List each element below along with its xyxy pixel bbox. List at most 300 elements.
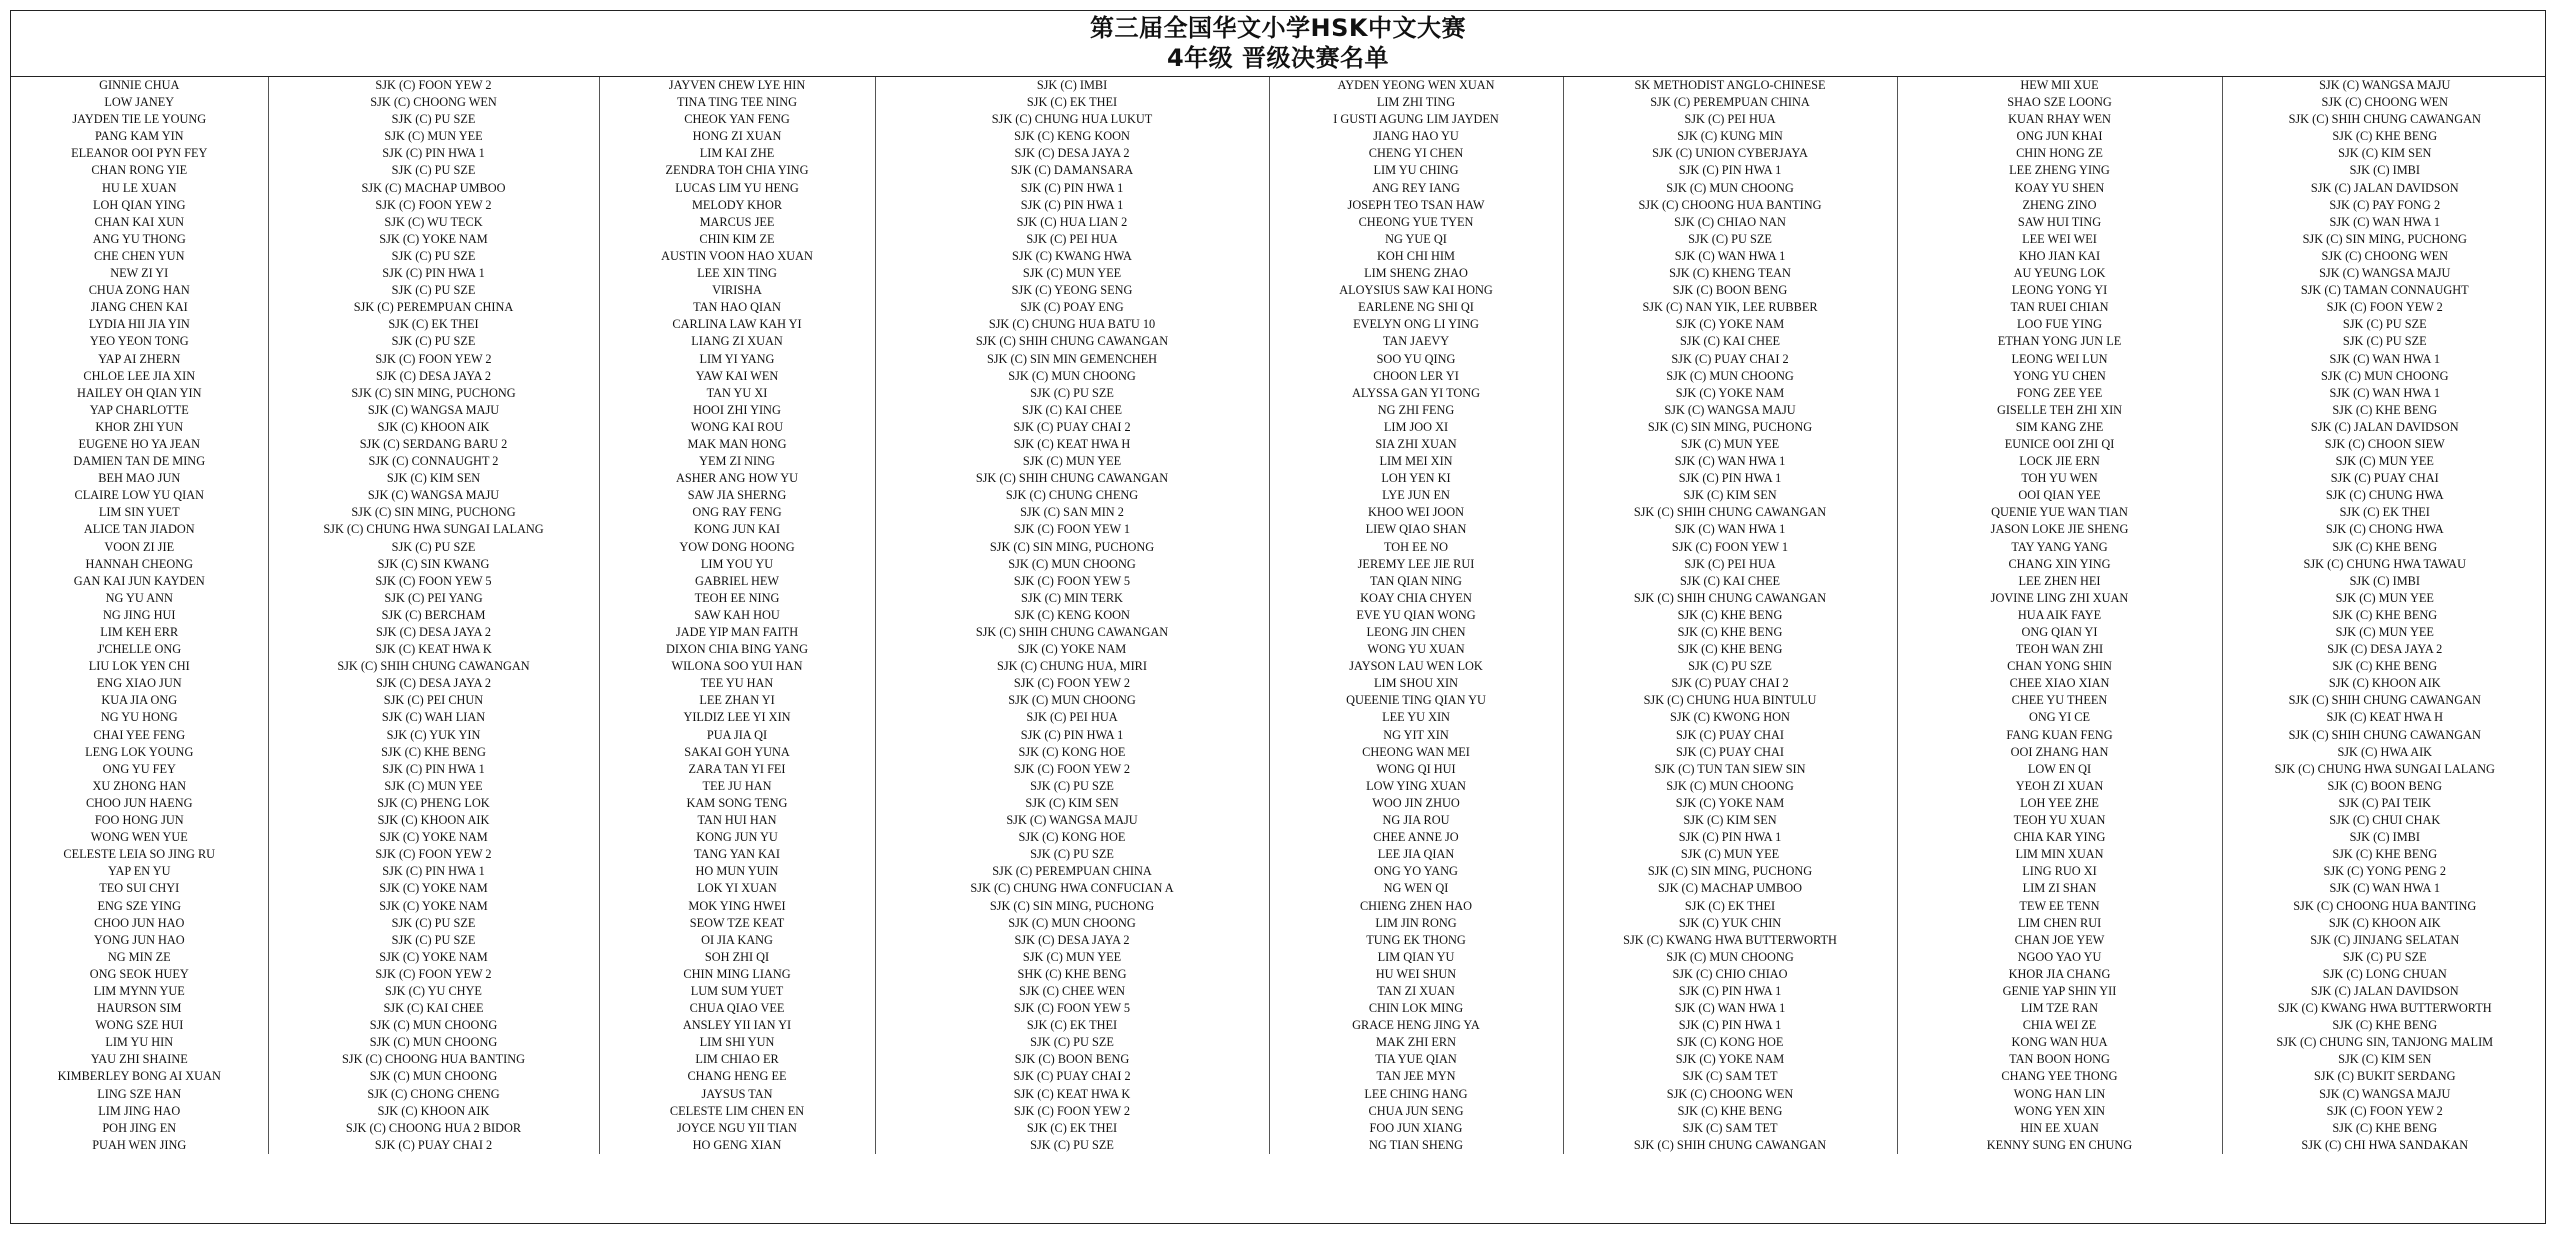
- student-name-cell: CHUA QIAO VEE: [599, 1000, 875, 1017]
- student-name-cell: HAILEY OH QIAN YIN: [11, 385, 268, 402]
- student-name-cell: LEONG YONG YI: [1897, 282, 2222, 299]
- student-name-cell: CHANG XIN YING: [1897, 556, 2222, 573]
- student-name-cell: CARLINA LAW KAH YI: [599, 316, 875, 333]
- student-name-cell: KAM SONG TENG: [599, 795, 875, 812]
- student-name-cell: NG TIAN SHENG: [1269, 1137, 1563, 1154]
- table-row: [11, 539, 2547, 556]
- student-name-cell: LING SZE HAN: [11, 1086, 268, 1103]
- school-name-cell: SJK (C) SHIH CHUNG CAWANGAN: [2288, 693, 2481, 708]
- school-name-cell: SJK (C) WANGSA MAJU: [2319, 1086, 2451, 1101]
- student-name-cell: HUA AIK FAYE: [1897, 607, 2222, 624]
- student-name-cell: TAY YANG YANG: [1897, 539, 2222, 556]
- student-name-cell: KENNY SUNG EN CHUNG: [1897, 1137, 2222, 1154]
- student-name-cell: ALOYSIUS SAW KAI HONG: [1269, 282, 1563, 299]
- table-row: [11, 761, 2547, 778]
- school-name-cell: SJK (C) PEREMPUAN CHINA: [875, 863, 1269, 880]
- table-row: [11, 556, 2547, 573]
- student-name-cell: LIM YOU YU: [599, 556, 875, 573]
- student-name-cell: LEE WEI WEI: [1897, 231, 2222, 248]
- student-name-cell: TEE YU HAN: [599, 675, 875, 692]
- student-name-cell: YONG JUN HAO: [11, 932, 268, 949]
- student-name-cell: LYDIA HII JIA YIN: [11, 316, 268, 333]
- table-row: [11, 521, 2547, 538]
- table-row: [11, 368, 2547, 385]
- student-name-cell: JIANG HAO YU: [1269, 128, 1563, 145]
- school-name-cell: SJK (C) MUN CHOONG: [1563, 180, 1897, 197]
- school-name-cell: SJK (C) TAMAN CONNAUGHT: [2300, 283, 2469, 298]
- student-name-cell: TAN JEE MYN: [1269, 1068, 1563, 1085]
- table-row: [11, 316, 2547, 333]
- student-name-cell: LIM SHI YUN: [599, 1034, 875, 1051]
- student-name-cell: TOH YU WEN: [1897, 470, 2222, 487]
- student-name-cell: CHAI YEE FENG: [11, 727, 268, 744]
- school-name-cell: SJK (C) MUN YEE: [1563, 436, 1897, 453]
- school-name-cell: SJK (C) CHOONG HUA BANTING: [1563, 197, 1897, 214]
- school-name-cell: SJK (C) PU SZE: [268, 333, 599, 350]
- student-name-cell: JOSEPH TEO TSAN HAW: [1269, 197, 1563, 214]
- school-name-cell: SJK (C) KHE BENG: [2332, 659, 2438, 674]
- student-name-cell: ONG YI CE: [1897, 709, 2222, 726]
- table-row: [11, 812, 2547, 829]
- school-name-cell: SJK (C) PIN HWA 1: [1563, 470, 1897, 487]
- school-name-cell: SJK (C) YUK YIN: [268, 727, 599, 744]
- school-name-cell: SJK (C) CHUNG CHENG: [875, 487, 1269, 504]
- student-name-cell: MELODY KHOR: [599, 197, 875, 214]
- student-name-cell: EVE YU QIAN WONG: [1269, 607, 1563, 624]
- school-name-cell: SJK (C) FOON YEW 2: [875, 1103, 1269, 1120]
- school-name-cell: SJK (C) CHUNG HUA LUKUT: [875, 111, 1269, 128]
- school-name-cell: SJK (C) KHE BENG: [1563, 1103, 1897, 1120]
- school-name-cell: SJK (C) PEI HUA: [1563, 111, 1897, 128]
- school-name-cell: SJK (C) PU SZE: [268, 932, 599, 949]
- student-name-cell: YEOH ZI XUAN: [1897, 778, 2222, 795]
- school-name-cell: SJK (C) PU SZE: [2342, 317, 2427, 332]
- school-name-cell: SJK (C) WAN HWA 1: [1563, 453, 1897, 470]
- school-name-cell: SJK (C) FOON YEW 2: [875, 761, 1269, 778]
- school-name-cell: SJK (C) KENG KOON: [875, 607, 1269, 624]
- school-name-cell: SJK (C) KHE BENG: [2332, 847, 2438, 862]
- student-name-cell: SOH ZHI QI: [599, 949, 875, 966]
- table-row: [11, 197, 2547, 214]
- student-name-cell: TEO SUI CHYI: [11, 880, 268, 897]
- school-name-cell: SJK (C) SIN MIN GEMENCHEH: [875, 351, 1269, 368]
- table-row: [11, 111, 2547, 128]
- school-name-cell: SJK (C) PIN HWA 1: [1563, 829, 1897, 846]
- school-name-cell: SJK (C) PU SZE: [1563, 658, 1897, 675]
- school-name-cell: SJK (C) PIN HWA 1: [1563, 983, 1897, 1000]
- student-name-cell: SIM KANG ZHE: [1897, 419, 2222, 436]
- table-row: [11, 624, 2547, 641]
- student-name-cell: YONG YU CHEN: [1897, 368, 2222, 385]
- school-name-cell: SJK (C) UNION CYBERJAYA: [1563, 145, 1897, 162]
- student-name-cell: WONG SZE HUI: [11, 1017, 268, 1034]
- school-name-cell: SJK (C) PIN HWA 1: [875, 180, 1269, 197]
- school-name-cell: SJK (C) MUN YEE: [2335, 590, 2434, 605]
- table-row: [11, 966, 2547, 983]
- school-name-cell: SJK (C) PU SZE: [268, 111, 599, 128]
- table-row: [11, 590, 2547, 607]
- school-name-cell: SJK (C) MUN YEE: [268, 128, 599, 145]
- student-name-cell: LIM MIN XUAN: [1897, 846, 2222, 863]
- school-name-cell: SJK (C) WANGSA MAJU: [2319, 266, 2451, 281]
- student-name-cell: CHAN JOE YEW: [1897, 932, 2222, 949]
- student-name-cell: LIM CHEN RUI: [1897, 915, 2222, 932]
- student-name-cell: HO MUN YUIN: [599, 863, 875, 880]
- table-row: [11, 1137, 2547, 1154]
- school-name-cell: SJK (C) MUN YEE: [2335, 454, 2434, 469]
- page-title: 第三届全国华文小学HSK中文大赛: [1090, 14, 1466, 42]
- school-name-cell: SJK (C) PU SZE: [875, 385, 1269, 402]
- student-name-cell: QUENIE YUE WAN TIAN: [1897, 504, 2222, 521]
- table-row: [11, 453, 2547, 470]
- student-name-cell: JASON LOKE JIE SHENG: [1897, 521, 2222, 538]
- student-name-cell: CHEE XIAO XIAN: [1897, 675, 2222, 692]
- student-name-cell: KUA JIA ONG: [11, 692, 268, 709]
- school-name-cell: SJK (C) MUN CHOONG: [875, 692, 1269, 709]
- school-name-cell: SJK (C) EK THEI: [875, 1017, 1269, 1034]
- school-name-cell: SJK (C) WANGSA MAJU: [1563, 402, 1897, 419]
- student-name-cell: JIANG CHEN KAI: [11, 299, 268, 316]
- student-name-cell: POH JING EN: [11, 1120, 268, 1137]
- school-name-cell: SJK (C) YONG PENG 2: [2323, 864, 2447, 879]
- student-name-cell: SAW JIA SHERNG: [599, 487, 875, 504]
- school-name-cell: SJK (C) KHOON AIK: [268, 812, 599, 829]
- school-name-cell: SJK (C) PIN HWA 1: [268, 145, 599, 162]
- student-name-cell: SHAO SZE LOONG: [1897, 94, 2222, 111]
- school-name-cell: SJK (C) CHI HWA SANDAKAN: [2301, 1137, 2469, 1152]
- school-name-cell: SJK (C) CHUNG HWA CONFUCIAN A: [875, 880, 1269, 897]
- student-name-cell: KHOO WEI JOON: [1269, 504, 1563, 521]
- school-name-cell: SJK (C) KIM SEN: [1563, 812, 1897, 829]
- student-name-cell: ETHAN YONG JUN LE: [1897, 333, 2222, 350]
- student-name-cell: CHEE ANNE JO: [1269, 829, 1563, 846]
- student-name-cell: AU YEUNG LOK: [1897, 265, 2222, 282]
- school-name-cell: SJK (C) SAM TET: [1563, 1120, 1897, 1137]
- school-name-cell: SJK (C) WAN HWA 1: [1563, 1000, 1897, 1017]
- student-name-cell: LUCAS LIM YU HENG: [599, 180, 875, 197]
- student-name-cell: TAN BOON HONG: [1897, 1051, 2222, 1068]
- table-row: [11, 1086, 2547, 1103]
- student-name-cell: NG YU ANN: [11, 590, 268, 607]
- student-name-cell: SIA ZHI XUAN: [1269, 436, 1563, 453]
- school-name-cell: SJK (C) KEAT HWA K: [875, 1086, 1269, 1103]
- school-name-cell: SJK (C) YOKE NAM: [1563, 316, 1897, 333]
- student-name-cell: TAN HUI HAN: [599, 812, 875, 829]
- school-name-cell: SJK (C) PIN HWA 1: [268, 863, 599, 880]
- school-name-cell: SJK (C) CHOONG HUA 2 BIDOR: [268, 1120, 599, 1137]
- table-row: [11, 898, 2547, 915]
- student-name-cell: MOK YING HWEI: [599, 898, 875, 915]
- school-name-cell: SJK (C) PUAY CHAI: [1563, 744, 1897, 761]
- school-name-cell: SJK (C) PIN HWA 1: [875, 727, 1269, 744]
- school-name-cell: SJK (C) SERDANG BARU 2: [268, 436, 599, 453]
- school-name-cell: SJK (C) SHIH CHUNG CAWANGAN: [1563, 1137, 1897, 1154]
- school-name-cell: SJK (C) PUAY CHAI 2: [1563, 351, 1897, 368]
- school-name-cell: SJK (C) JALAN DAVIDSON: [2310, 983, 2459, 998]
- school-name-cell: SJK (C) SHIH CHUNG CAWANGAN: [875, 470, 1269, 487]
- student-name-cell: YAU ZHI SHAINE: [11, 1051, 268, 1068]
- school-name-cell: SJK (C) WANGSA MAJU: [875, 812, 1269, 829]
- student-name-cell: EARLENE NG SHI QI: [1269, 299, 1563, 316]
- school-name-cell: SJK (C) KHE BENG: [1563, 624, 1897, 641]
- student-name-cell: ENG XIAO JUN: [11, 675, 268, 692]
- school-name-cell: SJK (C) CHIAO NAN: [1563, 214, 1897, 231]
- school-name-cell: SJK (C) CHONG CHENG: [268, 1086, 599, 1103]
- student-name-cell: LOK YI XUAN: [599, 880, 875, 897]
- student-name-cell: YILDIZ LEE YI XIN: [599, 709, 875, 726]
- table-row: [11, 77, 2547, 94]
- student-name-cell: CHIA WEI ZE: [1897, 1017, 2222, 1034]
- school-name-cell: SJK (C) SIN MING, PUCHONG: [875, 898, 1269, 915]
- table-row: [11, 470, 2547, 487]
- student-name-cell: LIM ZI SHAN: [1897, 880, 2222, 897]
- school-name-cell: SJK (C) YOKE NAM: [1563, 1051, 1897, 1068]
- school-name-cell: SJK (C) KHOON AIK: [2328, 676, 2441, 691]
- school-name-cell: SJK (C) MUN YEE: [875, 453, 1269, 470]
- school-name-cell: SJK (C) WAN HWA 1: [2329, 214, 2440, 229]
- student-name-cell: MAK MAN HONG: [599, 436, 875, 453]
- student-name-cell: HU LE XUAN: [11, 180, 268, 197]
- student-name-cell: LIM QIAN YU: [1269, 949, 1563, 966]
- student-name-cell: SOO YU QING: [1269, 351, 1563, 368]
- school-name-cell: SJK (C) WAN HWA 1: [1563, 248, 1897, 265]
- table-row: [11, 1120, 2547, 1137]
- school-name-cell: SJK (C) MACHAP UMBOO: [268, 180, 599, 197]
- table-row: [11, 863, 2547, 880]
- student-name-cell: XU ZHONG HAN: [11, 778, 268, 795]
- student-name-cell: LING RUO XI: [1897, 863, 2222, 880]
- table-row: [11, 778, 2547, 795]
- student-name-cell: WONG YU XUAN: [1269, 641, 1563, 658]
- school-name-cell: SJK (C) CHUNG HUA BINTULU: [1563, 692, 1897, 709]
- table-row: [11, 436, 2547, 453]
- student-name-cell: TOH EE NO: [1269, 539, 1563, 556]
- school-name-cell: SJK (C) FOON YEW 2: [2326, 1103, 2443, 1118]
- student-name-cell: SAW KAH HOU: [599, 607, 875, 624]
- school-name-cell: SJK (C) DESA JAYA 2: [875, 932, 1269, 949]
- student-name-cell: DIXON CHIA BING YANG: [599, 641, 875, 658]
- student-name-cell: GINNIE CHUA: [11, 77, 268, 94]
- school-name-cell: SJK (C) WANGSA MAJU: [2319, 78, 2451, 92]
- table-row: [11, 333, 2547, 350]
- school-name-cell: SJK (C) TUN TAN SIEW SIN: [1563, 761, 1897, 778]
- student-name-cell: CHUA ZONG HAN: [11, 282, 268, 299]
- student-name-cell: HIN EE XUAN: [1897, 1120, 2222, 1137]
- student-name-cell: JAYSON LAU WEN LOK: [1269, 658, 1563, 675]
- table-row: [11, 402, 2547, 419]
- school-name-cell: SJK (C) MACHAP UMBOO: [1563, 880, 1897, 897]
- school-name-cell: SJK (C) PUAY CHAI 2: [1563, 675, 1897, 692]
- student-name-cell: ZARA TAN YI FEI: [599, 761, 875, 778]
- school-name-cell: SJK (C) KHE BENG: [2332, 129, 2438, 144]
- student-name-cell: ONG RAY FENG: [599, 504, 875, 521]
- student-name-cell: J'CHELLE ONG: [11, 641, 268, 658]
- school-name-cell: SJK (C) IMBI: [875, 77, 1269, 94]
- table-row: [11, 231, 2547, 248]
- school-name-cell: SJK (C) PAI TEIK: [2338, 795, 2432, 810]
- student-name-cell: WILONA SOO YUI HAN: [599, 658, 875, 675]
- student-name-cell: KUAN RHAY WEN: [1897, 111, 2222, 128]
- student-name-cell: OOI QIAN YEE: [1897, 487, 2222, 504]
- student-name-cell: MAK ZHI ERN: [1269, 1034, 1563, 1051]
- school-name-cell: SJK (C) MUN YEE: [2335, 625, 2434, 639]
- student-name-cell: NG JING HUI: [11, 607, 268, 624]
- school-name-cell: SJK (C) JINJANG SELATAN: [2310, 932, 2460, 947]
- student-name-cell: LIM JOO XI: [1269, 419, 1563, 436]
- school-name-cell: SJK (C) KAI CHEE: [875, 402, 1269, 419]
- school-name-cell: SJK (C) KIM SEN: [2338, 146, 2432, 161]
- school-name-cell: SJK (C) MUN YEE: [875, 265, 1269, 282]
- student-name-cell: LIU LOK YEN CHI: [11, 658, 268, 675]
- student-name-cell: LIM YI YANG: [599, 351, 875, 368]
- school-name-cell: SJK (C) SHIH CHUNG CAWANGAN: [1563, 504, 1897, 521]
- student-name-cell: TAN YU XI: [599, 385, 875, 402]
- school-name-cell: SJK (C) YUK CHIN: [1563, 915, 1897, 932]
- student-name-cell: CHAN YONG SHIN: [1897, 658, 2222, 675]
- table-row: [11, 829, 2547, 846]
- table-row: [11, 282, 2547, 299]
- student-name-cell: CHEONG WAN MEI: [1269, 744, 1563, 761]
- school-name-cell: SJK (C) PU SZE: [875, 778, 1269, 795]
- student-name-cell: CELESTE LIM CHEN EN: [599, 1103, 875, 1120]
- school-name-cell: SJK (C) MUN CHOONG: [268, 1034, 599, 1051]
- school-name-cell: SJK (C) YOKE NAM: [268, 949, 599, 966]
- school-name-cell: SJK (C) IMBI: [2349, 163, 2420, 178]
- school-name-cell: SJK (C) KAI CHEE: [1563, 333, 1897, 350]
- school-name-cell: SJK (C) SAN MIN 2: [875, 504, 1269, 521]
- student-name-cell: LIANG ZI XUAN: [599, 333, 875, 350]
- student-name-cell: HU WEI SHUN: [1269, 966, 1563, 983]
- student-name-cell: NG YUE QI: [1269, 231, 1563, 248]
- school-name-cell: SJK (C) HUA LIAN 2: [875, 214, 1269, 231]
- student-name-cell: TEOH WAN ZHI: [1897, 641, 2222, 658]
- student-name-cell: EUNICE OOI ZHI QI: [1897, 436, 2222, 453]
- student-name-cell: JEREMY LEE JIE RUI: [1269, 556, 1563, 573]
- school-name-cell: SJK (C) WAN HWA 1: [2329, 385, 2440, 400]
- title-block: [11, 11, 2545, 77]
- student-name-cell: LOCK JIE ERN: [1897, 453, 2222, 470]
- school-name-cell: SJK (C) PIN HWA 1: [268, 761, 599, 778]
- school-name-cell: SJK (C) KHE BENG: [1563, 641, 1897, 658]
- school-name-cell: SJK (C) MUN YEE: [1563, 846, 1897, 863]
- school-name-cell: SJK (C) WANGSA MAJU: [268, 402, 599, 419]
- school-name-cell: SJK (C) KEAT HWA K: [268, 641, 599, 658]
- school-name-cell: SJK (C) SHIH CHUNG CAWANGAN: [268, 658, 599, 675]
- student-name-cell: CHEE YU THEEN: [1897, 692, 2222, 709]
- student-name-cell: LENG LOK YOUNG: [11, 744, 268, 761]
- school-name-cell: SJK (C) MUN YEE: [875, 949, 1269, 966]
- school-name-cell: SJK (C) KHE BENG: [2332, 1018, 2438, 1033]
- school-name-cell: SJK (C) CHOONG WEN: [268, 94, 599, 111]
- school-name-cell: SJK (C) SIN MING, PUCHONG: [1563, 863, 1897, 880]
- student-name-cell: CHIN MING LIANG: [599, 966, 875, 983]
- table-row: [11, 385, 2547, 402]
- student-name-cell: FANG KUAN FENG: [1897, 727, 2222, 744]
- school-name-cell: SJK (C) FOON YEW 1: [875, 521, 1269, 538]
- student-name-cell: CHIA KAR YING: [1897, 829, 2222, 846]
- school-name-cell: SJK (C) MUN CHOONG: [2321, 368, 2449, 383]
- student-name-cell: KHO JIAN KAI: [1897, 248, 2222, 265]
- student-name-cell: LIM ZHI TING: [1269, 94, 1563, 111]
- student-name-cell: WONG QI HUI: [1269, 761, 1563, 778]
- school-name-cell: SJK (C) NAN YIK, LEE RUBBER: [1563, 299, 1897, 316]
- student-name-cell: OOI ZHANG HAN: [1897, 744, 2222, 761]
- school-name-cell: SJK (C) PUAY CHAI 2: [875, 419, 1269, 436]
- student-name-cell: KOAY CHIA CHYEN: [1269, 590, 1563, 607]
- table-row: [11, 727, 2547, 744]
- student-name-cell: JOVINE LING ZHI XUAN: [1897, 590, 2222, 607]
- table-row: [11, 607, 2547, 624]
- school-name-cell: SJK (C) KIM SEN: [268, 470, 599, 487]
- school-name-cell: SJK (C) SHIH CHUNG CAWANGAN: [1563, 590, 1897, 607]
- student-name-cell: LEE JIA QIAN: [1269, 846, 1563, 863]
- table-row: [11, 248, 2547, 265]
- table-row: [11, 846, 2547, 863]
- school-name-cell: SJK (C) YOKE NAM: [268, 880, 599, 897]
- student-name-cell: CELESTE LEIA SO JING RU: [11, 846, 268, 863]
- student-name-cell: LEE YU XIN: [1269, 709, 1563, 726]
- student-name-cell: TEE JU HAN: [599, 778, 875, 795]
- school-name-cell: SJK (C) FOON YEW 2: [875, 675, 1269, 692]
- school-name-cell: SJK (C) PIN HWA 1: [1563, 162, 1897, 179]
- school-name-cell: SJK (C) DAMANSARA: [875, 162, 1269, 179]
- student-name-cell: LEE CHING HANG: [1269, 1086, 1563, 1103]
- school-name-cell: SJK (C) CHUNG HWA SUNGAI LALANG: [2274, 761, 2495, 776]
- student-name-cell: CHAN RONG YIE: [11, 162, 268, 179]
- student-name-cell: CHOO JUN HAENG: [11, 795, 268, 812]
- school-name-cell: SJK (C) FOON YEW 2: [2326, 300, 2443, 315]
- student-name-cell: ELEANOR OOI PYN FEY: [11, 145, 268, 162]
- school-name-cell: SJK (C) FOON YEW 2: [268, 197, 599, 214]
- student-name-cell: NG YIT XIN: [1269, 727, 1563, 744]
- table-row: [11, 1103, 2547, 1120]
- school-name-cell: SJK (C) WANGSA MAJU: [268, 487, 599, 504]
- student-name-cell: CHOO JUN HAO: [11, 915, 268, 932]
- school-name-cell: SJK (C) IMBI: [2349, 573, 2420, 588]
- school-name-cell: SJK (C) EK THEI: [2339, 505, 2430, 520]
- school-name-cell: SJK (C) CHUNG HUA BATU 10: [875, 316, 1269, 333]
- school-name-cell: SJK (C) PU SZE: [875, 1137, 1269, 1154]
- student-name-cell: CHAN KAI XUN: [11, 214, 268, 231]
- student-name-cell: NG ZHI FENG: [1269, 402, 1563, 419]
- student-name-cell: LIEW QIAO SHAN: [1269, 521, 1563, 538]
- student-name-cell: KONG JUN KAI: [599, 521, 875, 538]
- school-name-cell: SJK (C) KHOON AIK: [268, 1103, 599, 1120]
- school-name-cell: SJK (C) KHE BENG: [268, 744, 599, 761]
- student-name-cell: ONG SEOK HUEY: [11, 966, 268, 983]
- school-name-cell: SJK (C) PU SZE: [875, 846, 1269, 863]
- student-name-cell: KONG WAN HUA: [1897, 1034, 2222, 1051]
- school-name-cell: SJK (C) KHE BENG: [1563, 607, 1897, 624]
- school-name-cell: SJK (C) DESA JAYA 2: [875, 145, 1269, 162]
- school-name-cell: SJK (C) SIN MING, PUCHONG: [268, 385, 599, 402]
- student-name-cell: KIMBERLEY BONG AI XUAN: [11, 1068, 268, 1085]
- student-name-cell: NGOO YAO YU: [1897, 949, 2222, 966]
- school-name-cell: SJK (C) FOON YEW 2: [268, 846, 599, 863]
- school-name-cell: SJK (C) MUN CHOONG: [268, 1017, 599, 1034]
- student-name-cell: HOOI ZHI YING: [599, 402, 875, 419]
- school-name-cell: SJK (C) KHE BENG: [2332, 607, 2438, 622]
- student-name-cell: KONG JUN YU: [599, 829, 875, 846]
- student-name-cell: CHENG YI CHEN: [1269, 145, 1563, 162]
- student-name-cell: CHUA JUN SENG: [1269, 1103, 1563, 1120]
- student-name-cell: AYDEN YEONG WEN XUAN: [1269, 77, 1563, 94]
- student-name-cell: NG JIA ROU: [1269, 812, 1563, 829]
- student-name-cell: CHEOK YAN FENG: [599, 111, 875, 128]
- table-row: [11, 880, 2547, 897]
- table-row: [11, 1068, 2547, 1085]
- school-name-cell: SJK (C) EK THEI: [268, 316, 599, 333]
